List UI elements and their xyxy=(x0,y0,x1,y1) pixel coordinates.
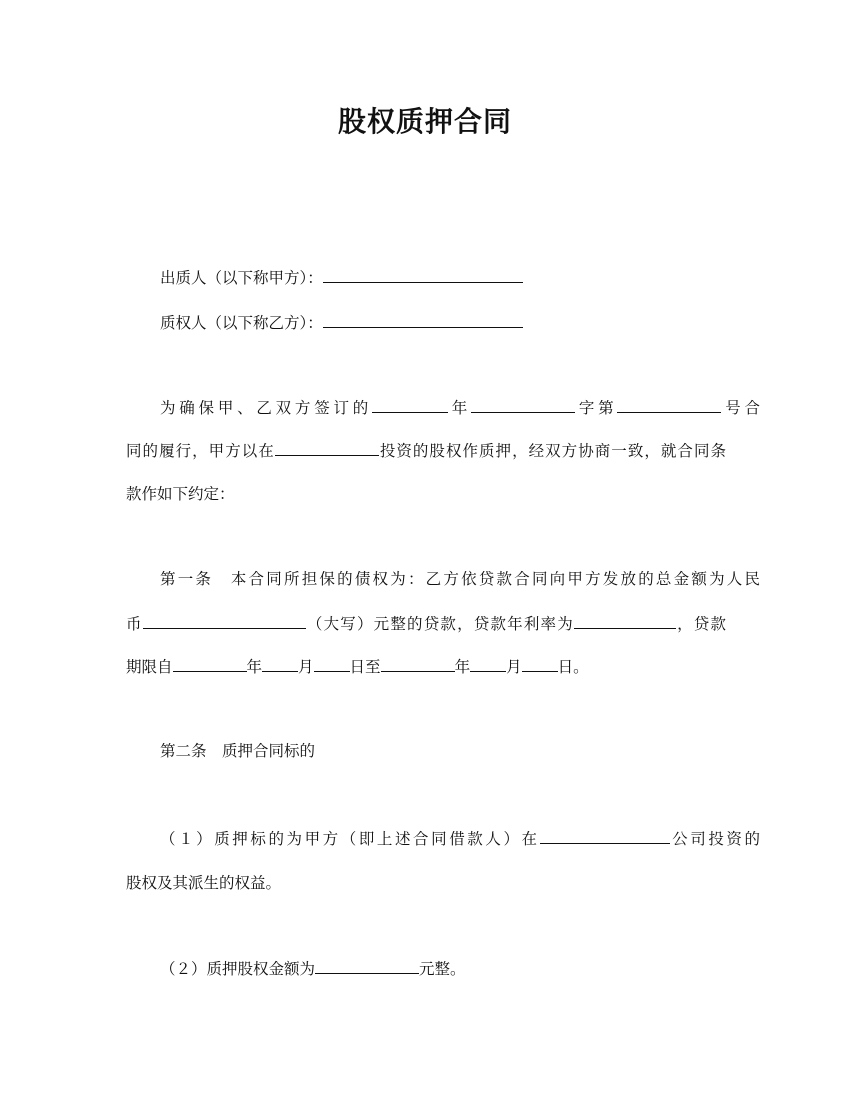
para1-number-blank xyxy=(617,397,721,413)
document-title: 股权质押合同 xyxy=(337,105,512,138)
article2-item1-line1 xyxy=(126,828,760,849)
article1-text-d: ，贷款 xyxy=(675,615,726,633)
article1-text-e: 期限自 xyxy=(126,658,173,676)
para1-text-a: 为确保甲、乙双方签订的 xyxy=(160,399,373,417)
article1-end-year-blank xyxy=(381,656,455,672)
article1-line3 xyxy=(126,656,726,677)
article1-line2 xyxy=(126,613,726,634)
pledgee-line xyxy=(126,312,760,333)
item2-text-b: 元整。 xyxy=(419,960,466,978)
pledgee-label: 质权人（以下称乙方）： xyxy=(160,314,323,332)
article1-text-a: 第一条 本合同所担保的债权为：乙方依贷款合同向甲方发放的总金额为人民 xyxy=(160,570,760,588)
item2-amount-blank xyxy=(315,958,419,974)
article1-text-g: 月 xyxy=(298,658,314,676)
article2-heading xyxy=(126,741,760,761)
para1-line1 xyxy=(126,397,760,418)
item1-company-blank xyxy=(540,828,670,844)
para1-line3 xyxy=(126,484,726,504)
article2-item2 xyxy=(126,958,760,979)
pledgor-blank xyxy=(323,267,523,283)
para1-text-g: 款作如下约定： xyxy=(126,485,235,503)
item1-text-b: 公司投资的 xyxy=(669,830,760,848)
item2-text-a: （２）质押股权金额为 xyxy=(160,960,316,978)
article1-text-k: 日。 xyxy=(557,658,589,676)
para1-text-d: 号合 xyxy=(721,399,760,417)
article1-start-month-blank xyxy=(262,656,298,672)
article1-text-f: 年 xyxy=(246,658,263,676)
article1-text-i: 年 xyxy=(454,658,471,676)
para1-text-c: 字第 xyxy=(575,399,618,417)
article1-start-year-blank xyxy=(173,656,247,672)
para1-year-blank xyxy=(372,397,448,413)
article2-heading-text: 第二条 质押合同标的 xyxy=(160,742,316,760)
article1-text-c: （大写）元整的贷款，贷款年利率为 xyxy=(305,615,574,633)
article1-text-h: 日至 xyxy=(349,658,381,676)
para1-text-e: 同的履行，甲方以在 xyxy=(126,442,275,460)
para1-char-blank xyxy=(471,397,575,413)
para1-text-b: 年 xyxy=(448,399,472,417)
article1-start-day-blank xyxy=(314,656,350,672)
article1-amount-blank xyxy=(143,613,306,629)
article1-text-b: 币 xyxy=(126,615,143,633)
pledgee-blank xyxy=(323,312,523,328)
pledgor-label: 出质人（以下称甲方）： xyxy=(160,269,323,287)
item1-text-a: （１）质押标的为甲方（即上述合同借款人）在 xyxy=(160,830,540,848)
article1-rate-blank xyxy=(574,613,676,629)
para1-text-f: 投资的股权作质押，经双方协商一致，就合同条 xyxy=(378,442,726,460)
pledgor-line xyxy=(126,267,760,288)
article2-item1-line2 xyxy=(126,873,726,893)
para1-company-blank xyxy=(275,440,379,456)
article1-end-day-blank xyxy=(522,656,558,672)
article1-line1 xyxy=(126,569,760,589)
article1-end-month-blank xyxy=(470,656,506,672)
item1-text-c: 股权及其派生的权益。 xyxy=(126,874,282,892)
article1-text-j: 月 xyxy=(506,658,522,676)
para1-line2 xyxy=(126,440,726,461)
